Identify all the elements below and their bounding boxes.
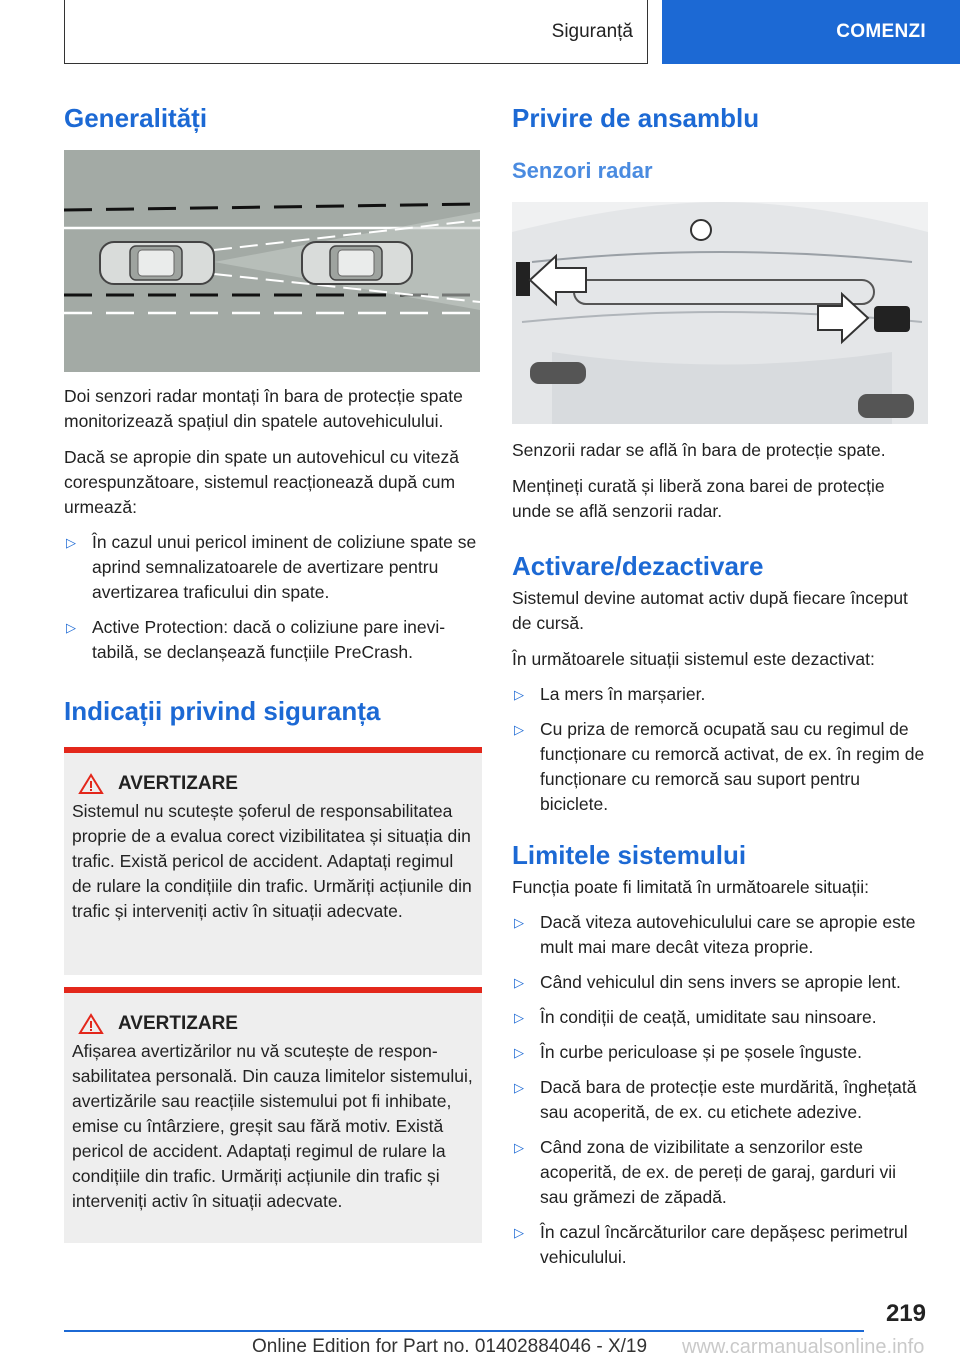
section-title-safety: Indicații privind siguranța — [64, 696, 381, 726]
footer-divider — [64, 1330, 864, 1332]
warning-box-1 — [64, 747, 482, 975]
car-behind-icon — [302, 242, 412, 284]
list-item: ▷ În curbe periculoase și pe șosele înguste. — [512, 1040, 928, 1065]
bullet-icon: ▷ — [514, 1010, 524, 1025]
list-item: ▷ Cu priza de remorcă ocupată sau cu regimul de funcționare cu remorcă activat, de ex. în regim de funcționare cu remorcă sau suport pentru biciclete. — [514, 719, 925, 814]
bullet-icon: ▷ — [514, 722, 524, 737]
car-rear-svg — [512, 202, 928, 424]
bullet-icon: ▷ — [66, 620, 76, 635]
bullet-icon: ▷ — [514, 1080, 524, 1095]
footer-edition: Online Edition for Part no. 01402884046 - X/19 — [252, 1336, 648, 1357]
section-title-activation: Activare/dezactivare — [512, 551, 764, 581]
list-item: ▷ Dacă viteza autovehiculului care se apropie este mult mai mare decât viteza proprie. — [514, 912, 916, 957]
warning-box-2 — [64, 987, 482, 1243]
list-item: ▷ În cazul încărcăturilor care depășesc perimetrul vehiculului. — [514, 1222, 908, 1267]
car-rear-figure — [512, 202, 928, 424]
overview-para-1: Senzorii radar se află în bara de protecție spate. — [512, 440, 886, 460]
warning-text-1: Sistemul nu scutește șoferul de responsabilitatea proprie de a evalua corect vizibilitatea și situația din trafic. Există pericol de accident. Adaptați regimul de rulare la condițiile din trafic. Urmăriți acțiunile din trafic și interveniți activ în situații adecvate. — [72, 801, 472, 921]
section-title-overview: Privire de ansamblu — [512, 103, 760, 133]
subsection-title-radar: Senzori radar — [512, 158, 653, 183]
warning-triangle-icon — [78, 773, 104, 795]
radar-diagram-svg — [64, 150, 480, 372]
left-column — [64, 98, 482, 1243]
bullet-icon: ▷ — [514, 1045, 524, 1060]
list-item: ▷ Când vehiculul din sens invers se apropie lent. — [512, 970, 928, 995]
page-number: 219 — [885, 1300, 926, 1327]
footer-watermark[interactable]: www.carmanualsonline.info — [682, 1336, 925, 1358]
header-chapter-label: COMENZI — [836, 21, 926, 42]
activation-para-1: Sistemul devine automat activ după fiecare început de cursă. — [512, 588, 908, 633]
bullet-icon: ▷ — [514, 687, 524, 702]
section-title-general: Generalități — [64, 103, 208, 133]
general-para-2: Dacă se apropie din spate un autovehicul cu viteză corespunzătoare, sistemul reacționează după cum urmează: — [64, 447, 459, 517]
bullet-icon: ▷ — [514, 975, 524, 990]
list-item: ▷ Când zona de vizibilitate a senzorilor este acoperită, de ex. de pereți de garaj, garduri vii sau grămezi de zăpadă. — [514, 1137, 897, 1207]
header-chapter — [662, 0, 960, 64]
right-column — [512, 98, 928, 1270]
radar-diagram-figure — [64, 150, 480, 372]
overview-para-2: Mențineți curată și liberă zona barei de protecție unde se află senzorii radar. — [512, 476, 885, 521]
header-section-label: Siguranță — [551, 20, 633, 42]
section-title-limits: Limitele sistemului — [512, 840, 747, 870]
warning-title: AVERTIZARE — [78, 773, 474, 795]
list-item: ▷ În cazul unui pericol iminent de coliziune spate se aprind semnalizatoarele de avertizare pentru avertizarea traficului din spate. — [66, 532, 477, 602]
bullet-icon: ▷ — [514, 1140, 524, 1155]
list-item: ▷ În condiții de ceață, umiditate sau ninsoare. — [512, 1005, 928, 1030]
car-ahead-icon — [100, 242, 214, 284]
bullet-icon: ▷ — [514, 1225, 524, 1240]
warning-triangle-icon — [78, 1013, 104, 1035]
general-para-1: Doi senzori radar montați în bara de protecție spate monitorizează spațiul din spatele autovehiculului. — [64, 386, 463, 431]
warning-title: AVERTIZARE — [78, 1013, 474, 1035]
bullet-icon: ▷ — [514, 915, 524, 930]
bullet-icon: ▷ — [66, 535, 76, 550]
warning-text-2: Afișarea avertizărilor nu vă scutește de responsabilitatea personală. Din cauza limitelor sistemului, avertizările sau reacțiile sistemului pot fi inhibate, emise cu întârziere, greșit sau fără motiv. Există pericol de accident. Adaptați regimul de rulare la condițiile din trafic. Urmăriți acțiunile din trafic și interveniți activ în situații adecvate. — [72, 1041, 473, 1211]
list-item: ▷ Dacă bara de protecție este murdărită, înghețată sau acoperită, de ex. cu etichete adezive. — [514, 1077, 917, 1122]
list-item: ▷ La mers în marșarier. — [512, 682, 928, 707]
header-section — [64, 0, 648, 64]
list-item: ▷ Active Protection: dacă o coliziune pare inevitabilă, se declanșează funcțiile PreCrash. — [66, 617, 446, 662]
limits-para-1: Funcția poate fi limitată în următoarele situații: — [512, 877, 869, 897]
activation-para-2: În următoarele situații sistemul este dezactivat: — [512, 649, 875, 669]
